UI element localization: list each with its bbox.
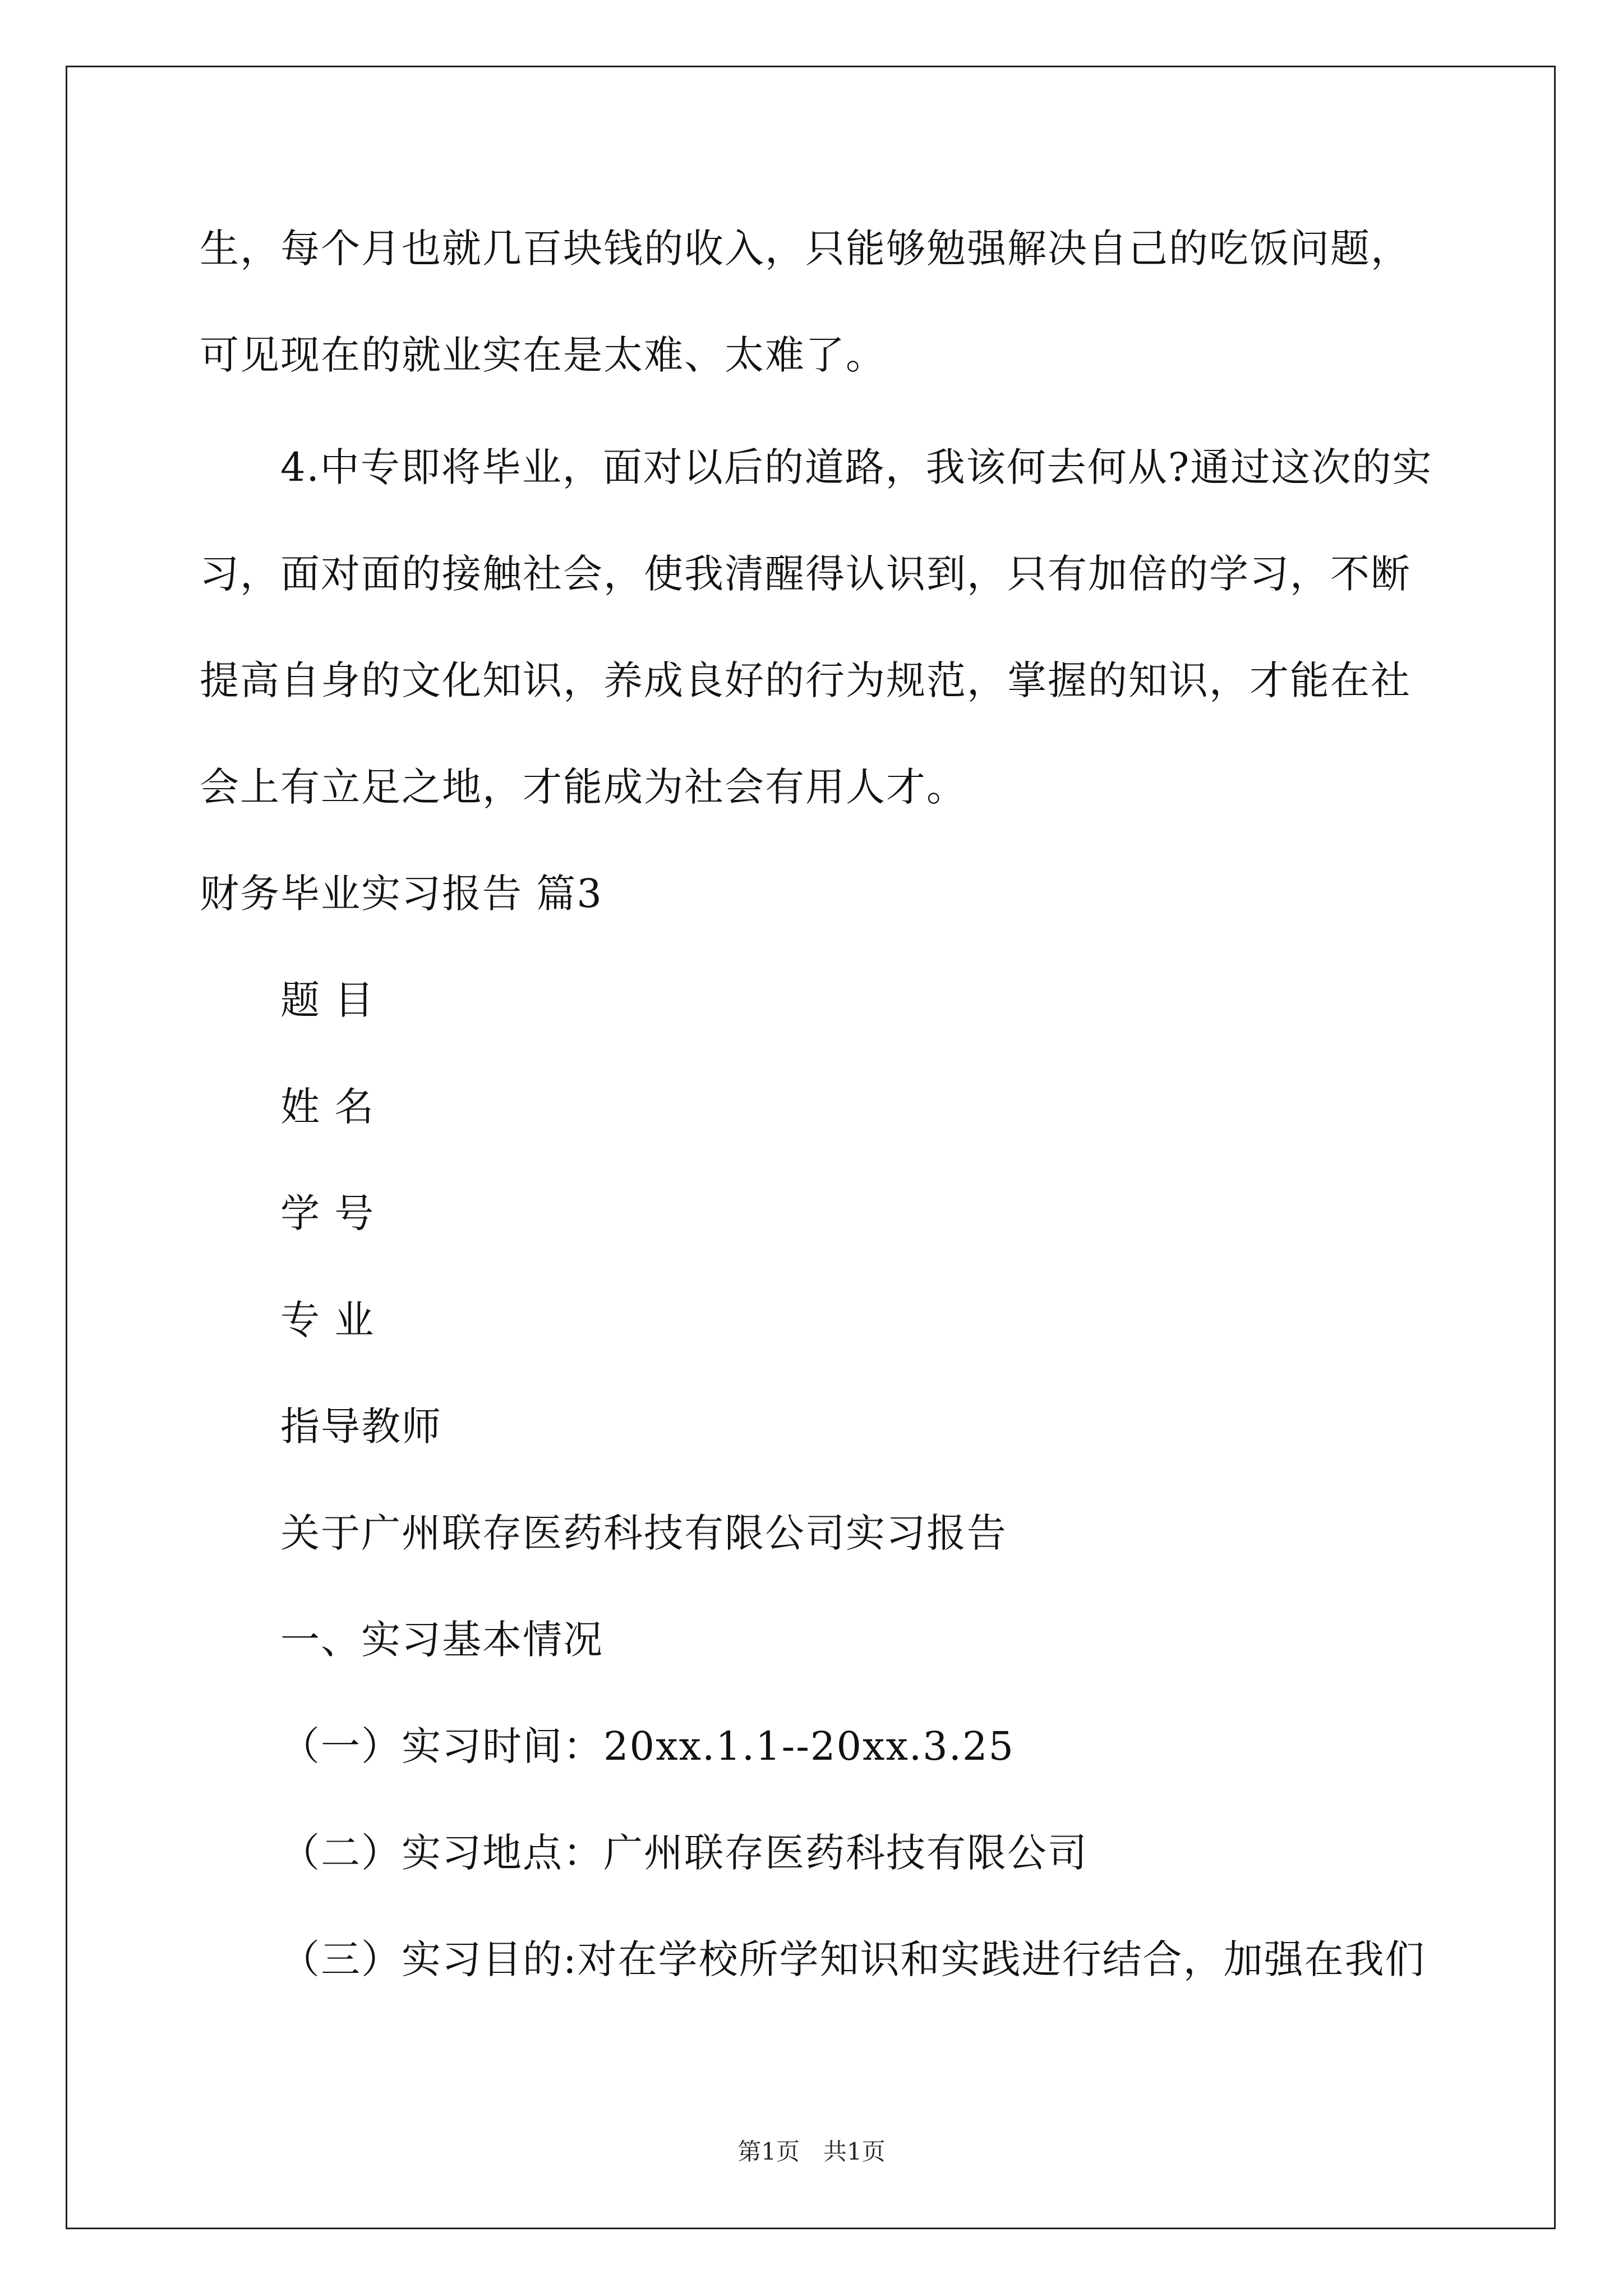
body-line-3: 4.中专即将毕业，面对以后的道路，我该何去何从?通过这次的实: [280, 444, 1433, 490]
form-field-major: 专 业: [280, 1297, 375, 1343]
body-line-2: 可见现在的就业实在是太难、太难了。: [200, 332, 886, 378]
body-line-1: 生，每个月也就几百块钱的收入，只能够勉强解决自己的吃饭问题，: [200, 226, 1411, 272]
form-field-student-id: 学 号: [280, 1190, 375, 1236]
section-one-heading: 一、实习基本情况: [280, 1617, 603, 1663]
item-internship-location: （二）实习地点：广州联存医药科技有限公司: [280, 1830, 1088, 1876]
form-field-name: 姓 名: [280, 1084, 375, 1130]
page-footer: 第1页 共1页: [737, 2138, 886, 2165]
form-field-advisor: 指导教师: [280, 1404, 442, 1450]
item-internship-purpose: （三）实习目的:对在学校所学知识和实践进行结合，加强在我们: [280, 1936, 1426, 1982]
form-field-title: 题 目: [280, 977, 375, 1023]
body-line-6: 会上有立足之地，才能成为社会有用人才。: [200, 764, 967, 810]
report-title: 关于广州联存医药科技有限公司实习报告: [280, 1510, 1007, 1556]
section-heading: 财务毕业实习报告 篇3: [200, 871, 603, 917]
body-line-4: 习，面对面的接触社会，使我清醒得认识到，只有加倍的学习，不断: [200, 551, 1411, 597]
item-internship-time: （一）实习时间：20xx.1.1--20xx.3.25: [280, 1723, 1015, 1769]
page-border: [66, 66, 1556, 2229]
body-line-5: 提高自身的文化知识，养成良好的行为规范，掌握的知识，才能在社: [200, 657, 1411, 703]
